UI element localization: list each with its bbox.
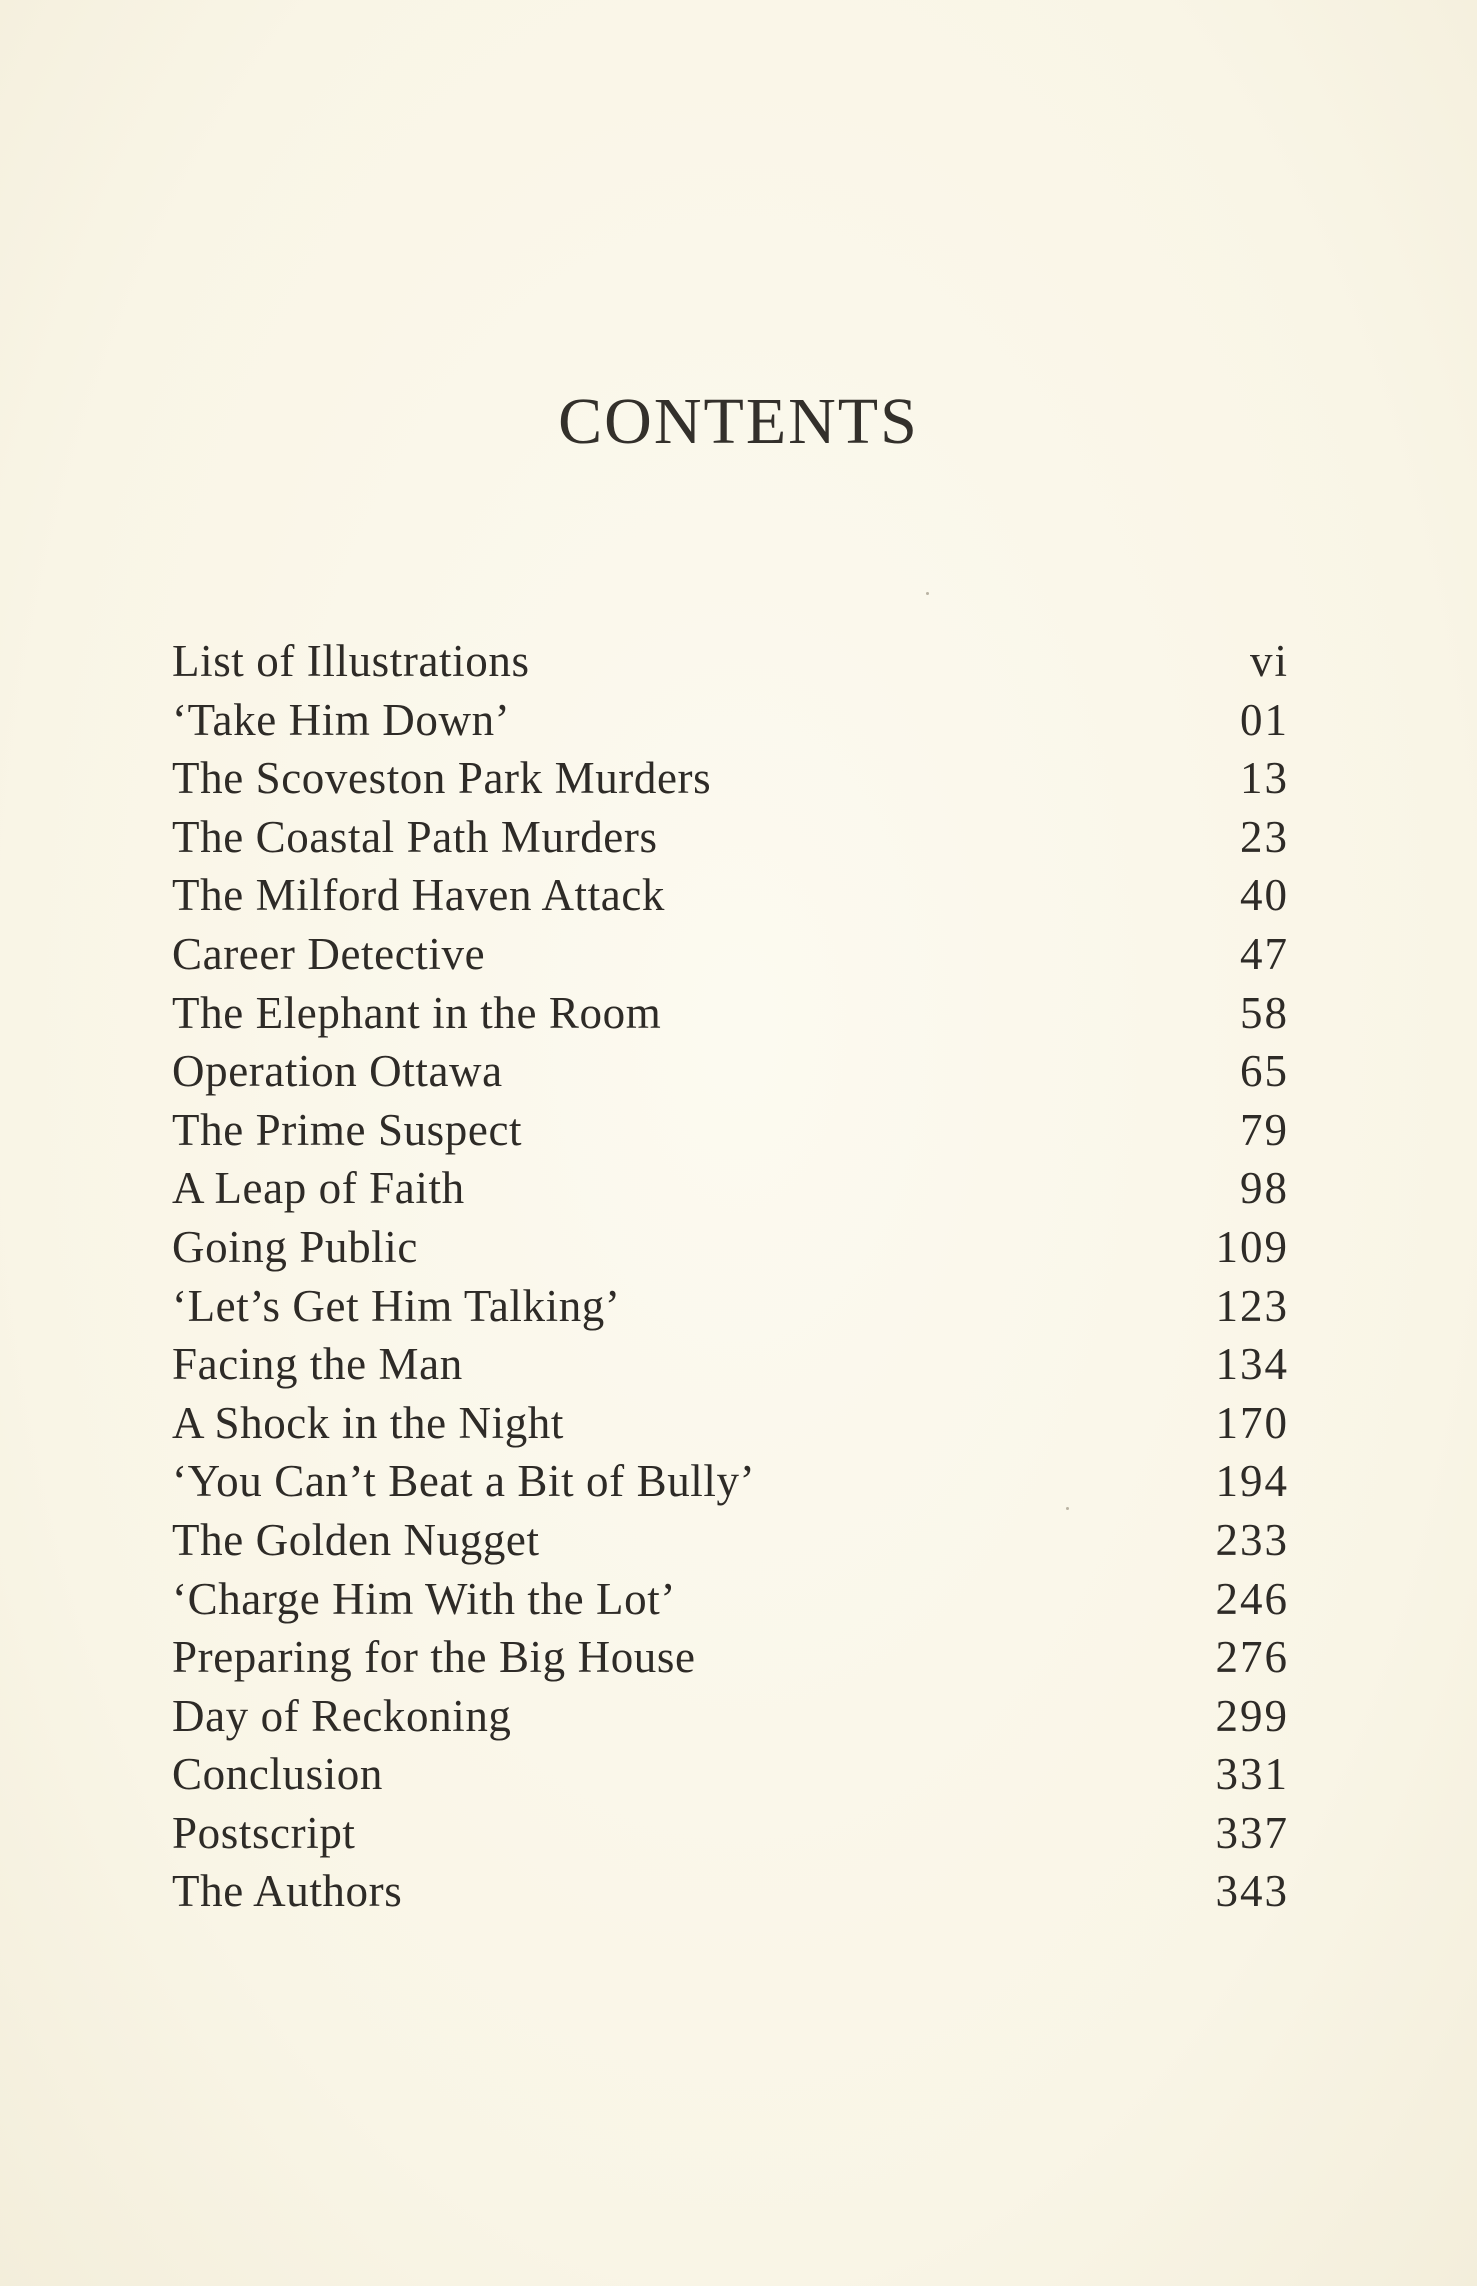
toc-entry (172, 1159, 1292, 1218)
toc-entry (172, 1218, 1292, 1277)
toc-entry (172, 1452, 1292, 1511)
toc-entry-title: The Milford Haven Attack (172, 870, 666, 921)
toc-entry-title: The Authors (172, 1866, 403, 1917)
toc-entry (172, 1570, 1292, 1629)
toc-entry (172, 1335, 1292, 1394)
toc-entry (172, 1687, 1292, 1746)
toc-entry-page: vi (1249, 636, 1289, 686)
toc-entry-title: A Leap of Faith (172, 1163, 465, 1214)
toc-entry-title: ‘Charge Him With the Lot’ (172, 1573, 676, 1624)
toc-entry-page: 01 (1240, 694, 1289, 745)
toc-entry (172, 808, 1292, 867)
toc-entry (172, 866, 1292, 925)
toc-entry-title: The Golden Nugget (172, 1514, 540, 1565)
toc-entry-page: 47 (1240, 928, 1289, 979)
toc-entry (172, 1804, 1292, 1863)
toc-entry-page: 194 (1215, 1456, 1289, 1507)
toc-entry-title: Preparing for the Big House (172, 1632, 696, 1683)
toc-entry-page: 65 (1240, 1046, 1289, 1097)
toc-entry (172, 1511, 1292, 1570)
toc-entry-title: ‘You Can’t Beat a Bit of Bully’ (172, 1456, 756, 1507)
toc-entry (172, 984, 1292, 1043)
toc-entry-title: Operation Ottawa (172, 1046, 503, 1097)
toc-entry (172, 1628, 1292, 1687)
toc-entry-title: The Coastal Path Murders (172, 811, 658, 862)
table-of-contents (172, 632, 1292, 1921)
toc-entry-title: List of Illustrations (172, 636, 530, 686)
toc-entry (172, 1277, 1292, 1336)
toc-entry-title: ‘Take Him Down’ (172, 694, 511, 745)
toc-entry-title: Facing the Man (172, 1339, 463, 1390)
toc-entry-page: 337 (1215, 1807, 1289, 1858)
toc-entry-page: 58 (1240, 987, 1289, 1038)
page-title: CONTENTS (558, 385, 919, 458)
toc-entry (172, 1394, 1292, 1453)
toc-entry (172, 1042, 1292, 1101)
toc-entry-title: Career Detective (172, 928, 486, 979)
toc-entry (172, 1101, 1292, 1160)
toc-entry-page: 79 (1240, 1104, 1289, 1155)
toc-entry-title: The Prime Suspect (172, 1104, 523, 1155)
paper-speck (926, 592, 929, 595)
toc-entry-title: Postscript (172, 1807, 356, 1858)
toc-entry (172, 925, 1292, 984)
toc-entry-title: ‘Let’s Get Him Talking’ (172, 1280, 621, 1331)
toc-entry-title: Day of Reckoning (172, 1690, 512, 1741)
toc-entry-page: 23 (1240, 811, 1289, 862)
toc-entry (172, 691, 1292, 750)
toc-entry (172, 749, 1292, 808)
toc-entry-title: The Scoveston Park Murders (172, 753, 712, 804)
toc-entry-page: 276 (1215, 1632, 1289, 1683)
toc-entry-title: A Shock in the Night (172, 1397, 564, 1448)
toc-entry-page: 98 (1240, 1163, 1289, 1214)
toc-entry-title: Going Public (172, 1221, 418, 1272)
toc-entry-page: 123 (1215, 1280, 1289, 1331)
toc-entry-page: 246 (1215, 1573, 1289, 1624)
toc-entry-page: 13 (1240, 753, 1289, 804)
toc-entry-page: 40 (1240, 870, 1289, 921)
toc-entry-page: 134 (1215, 1339, 1289, 1390)
toc-entry-title: Conclusion (172, 1749, 384, 1800)
toc-entry-page: 331 (1215, 1749, 1289, 1800)
toc-entry-page: 343 (1215, 1866, 1289, 1917)
toc-entry (172, 1745, 1292, 1804)
toc-entry-page: 170 (1215, 1397, 1289, 1448)
toc-entry-page: 109 (1215, 1221, 1289, 1272)
toc-entry-page: 299 (1215, 1690, 1289, 1741)
toc-entry-title: The Elephant in the Room (172, 987, 662, 1038)
toc-entry-page: 233 (1215, 1514, 1289, 1565)
toc-entry (172, 1862, 1292, 1921)
toc-entry (172, 632, 1292, 691)
